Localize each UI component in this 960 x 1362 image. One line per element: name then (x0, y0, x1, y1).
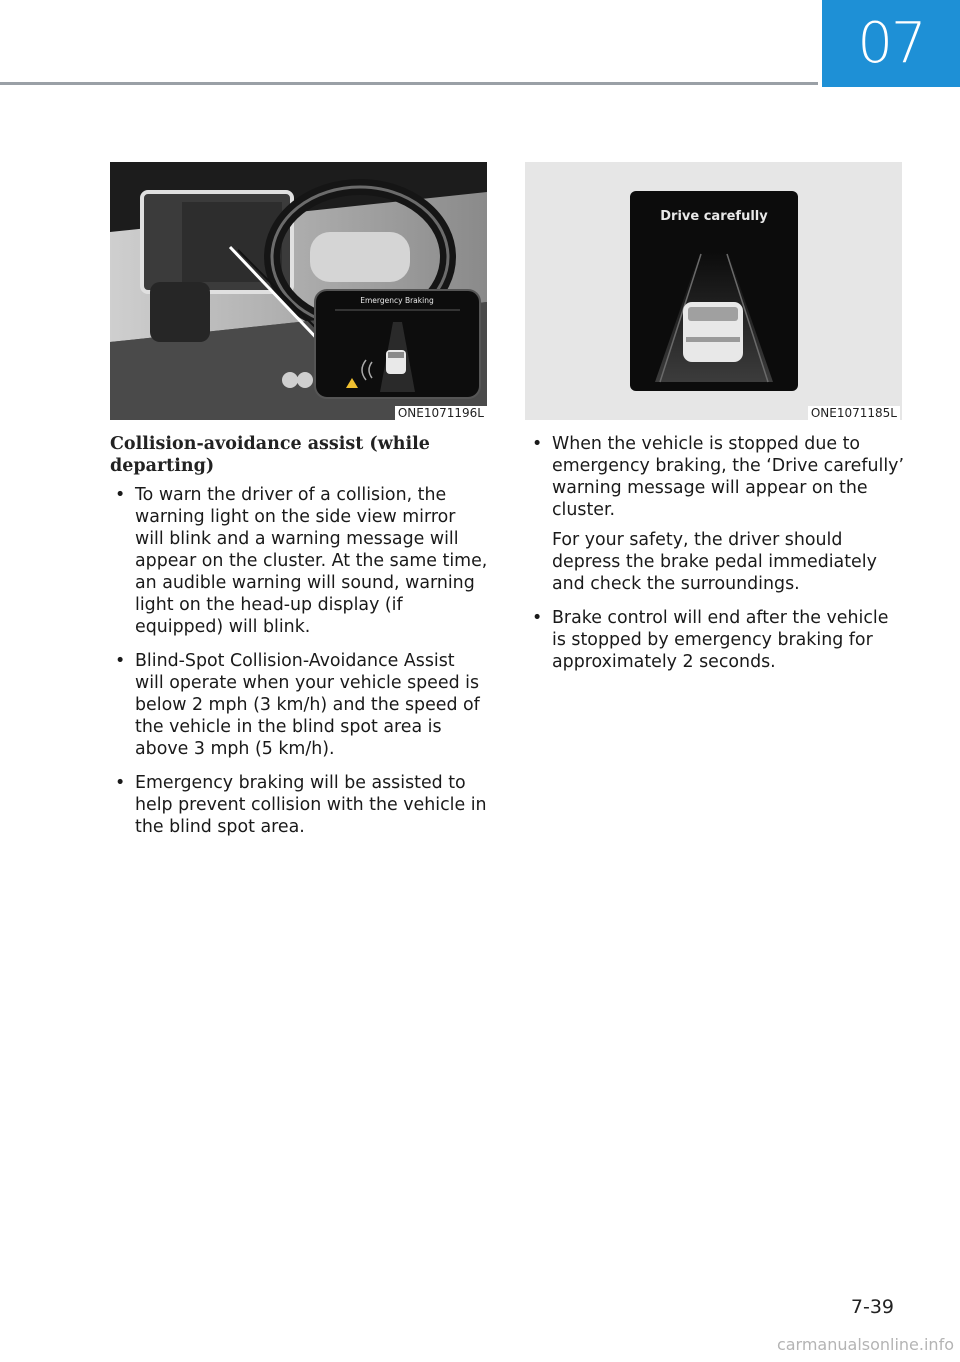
list-item (110, 650, 488, 760)
chapter-tab: 07 (822, 0, 960, 87)
list-item (110, 772, 488, 838)
list-item-note: For your safety, the driver should depress the brake pedal immediately and check the surroundings. (552, 530, 877, 594)
figure-code-left: ONE1071196L (395, 406, 487, 420)
list-item (527, 607, 907, 673)
left-column (110, 484, 488, 850)
bullet-icon: • (115, 773, 126, 793)
list-item-text: Brake control will end after the vehicle is stopped by emergency braking for approximately 2 seconds. (552, 608, 889, 672)
cluster-message-drive-carefully: Drive carefully (660, 209, 768, 224)
list-item-text: Emergency braking will be assisted to help prevent collision with the vehicle in the blind spot area. (135, 773, 487, 837)
bullet-icon: • (115, 485, 126, 505)
section-heading: Collision-avoidance assist (while departing) (110, 434, 430, 476)
list-item-text: Blind-Spot Collision-Avoidance Assist will operate when your vehicle speed is below 2 mph (3 km/h) and the speed of the vehicle in the blind spot area is above 3 mph (5 km/h). (135, 651, 480, 759)
list-item (110, 484, 488, 638)
watermark: carmanualsonline.info (776, 1335, 954, 1354)
list-item-text: When the vehicle is stopped due to emergency braking, the ‘Drive carefully’ warning message will appear on the cluster. (552, 434, 904, 520)
list-item (527, 433, 907, 521)
cluster-message-emergency-braking: Emergency Braking (360, 296, 434, 305)
bullet-icon: • (532, 608, 543, 628)
bullet-icon: • (115, 651, 126, 671)
bullet-icon: • (532, 434, 543, 454)
right-column (527, 433, 907, 685)
dashboard-illustration (110, 162, 487, 420)
page-number: 7-39 (850, 1296, 894, 1318)
header-rule (0, 82, 818, 85)
cluster-illustration (525, 162, 902, 420)
list-item-text: To warn the driver of a collision, the warning light on the side view mirror will blink and a warning message will appear on the cluster. At the same time, an audible warning will sound, warning light on the head-up display (if equipped) will blink. (135, 485, 488, 637)
figure-dashboard (110, 162, 487, 420)
figure-code-right: ONE1071185L (808, 406, 900, 420)
figure-cluster (525, 162, 902, 420)
